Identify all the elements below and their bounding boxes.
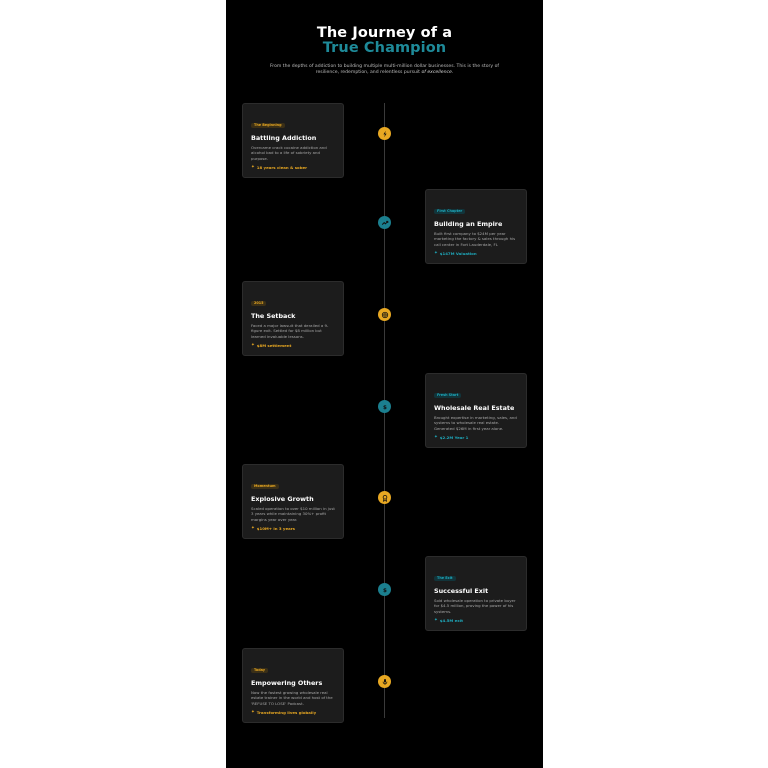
milestone-badge: First Chapter — [434, 209, 465, 214]
milestone-stat — [251, 526, 335, 531]
milestone-stat-text: $4.5M exit — [439, 617, 463, 623]
milestone-badge: Momentum — [251, 484, 279, 489]
milestone-title: Successful Exit — [434, 587, 489, 595]
milestone-card — [242, 648, 344, 723]
milestone-badge: 2015 — [251, 301, 266, 306]
milestone-badge: Fresh Start — [434, 393, 461, 398]
milestone-text: Built first company to $24M per year marketing the factory & sales through his call center in Fort Lauderdale, FL — [434, 231, 516, 247]
hero-section — [226, 26, 543, 77]
milestone-card — [425, 556, 527, 631]
title-line-2: True Champion — [322, 40, 447, 56]
milestone-stat — [434, 435, 518, 440]
hero-subtitle — [265, 64, 505, 77]
milestone-text: Faced a major lawsuit that derailed a 9-figure exit. Settled for $8 million but learned invaluable lessons. — [251, 323, 329, 339]
timeline-page — [226, 0, 543, 768]
milestone-title: Wholesale Real Estate — [434, 404, 515, 412]
hero-subtitle-text: From the depths of addiction to building multiple multi-million dollar businesses. This is the story of resilience, redemption, and relentless pursuit — [269, 64, 500, 76]
sparkle-icon: ✦ — [251, 709, 255, 715]
milestone-badge: The Beginning — [251, 123, 285, 128]
milestone-card — [242, 464, 344, 539]
milestone-stat-text: $2.2M Year 1 — [439, 434, 469, 440]
milestone-stat-text: $10M+ in 3 years — [256, 525, 295, 531]
sparkle-icon: ✦ — [434, 617, 438, 623]
milestone-badge: The Exit — [434, 576, 456, 581]
milestone-title: Explosive Growth — [251, 495, 314, 503]
title-line-1: The Journey of a — [316, 25, 453, 41]
milestone-stat — [434, 618, 518, 623]
svg-text:$: $ — [382, 404, 387, 411]
milestone-stat-text: Transforming lives globally — [256, 709, 317, 715]
sparkle-icon: ✦ — [434, 250, 438, 256]
milestone-stat-text: 18 years clean & sober — [256, 164, 308, 170]
sparkle-icon: ✦ — [251, 164, 255, 170]
milestone-title: Building an Empire — [434, 220, 503, 228]
mic-icon — [378, 675, 391, 688]
milestone-card — [242, 103, 344, 178]
milestone-stat — [251, 165, 335, 170]
milestone-stat-text: $8M settlement — [256, 342, 292, 348]
dollar-icon — [378, 400, 391, 413]
dollar-icon — [378, 583, 391, 596]
milestone-card — [242, 281, 344, 356]
milestone-stat — [251, 710, 335, 715]
milestone-stat — [251, 343, 335, 348]
milestone-text: Now the fastest growing wholesale real estate trainer in the world and host of the 'REFUSE TO LOSE' Podcast. — [251, 690, 333, 706]
hero-subtitle-end: of excellence. — [421, 70, 454, 76]
milestone-title: The Setback — [251, 312, 296, 320]
milestone-badge: Today — [251, 668, 268, 673]
lightning-icon — [378, 127, 391, 140]
sparkle-icon: ✦ — [434, 434, 438, 440]
award-icon — [378, 491, 391, 504]
target-icon — [378, 308, 391, 321]
milestone-text: Sold wholesale operation to private buyer for $4.5 million, proving the power of his systems. — [434, 598, 516, 614]
svg-text:$: $ — [382, 587, 387, 594]
milestone-card — [425, 373, 527, 448]
milestone-text: Brought expertise in marketing, sales, and systems to wholesale real estate. Generated $26M in first year alone. — [434, 415, 517, 431]
milestone-card — [425, 189, 527, 264]
milestone-title: Empowering Others — [251, 679, 323, 687]
sparkle-icon: ✦ — [251, 525, 255, 531]
sparkle-icon: ✦ — [251, 342, 255, 348]
milestone-stat — [434, 251, 518, 256]
milestone-text: Scaled operation to over $10 million in just 3 years while maintaining 30%+ profit margins year over year. — [251, 506, 335, 522]
milestone-stat-text: $147M Valuation — [439, 250, 477, 256]
milestone-title: Battling Addiction — [251, 134, 317, 142]
trending-up-icon — [378, 216, 391, 229]
milestone-text: Overcame crack cocaine addiction and alcohol bad to a life of sobriety and purpose. — [251, 145, 327, 161]
page-title — [226, 26, 543, 56]
